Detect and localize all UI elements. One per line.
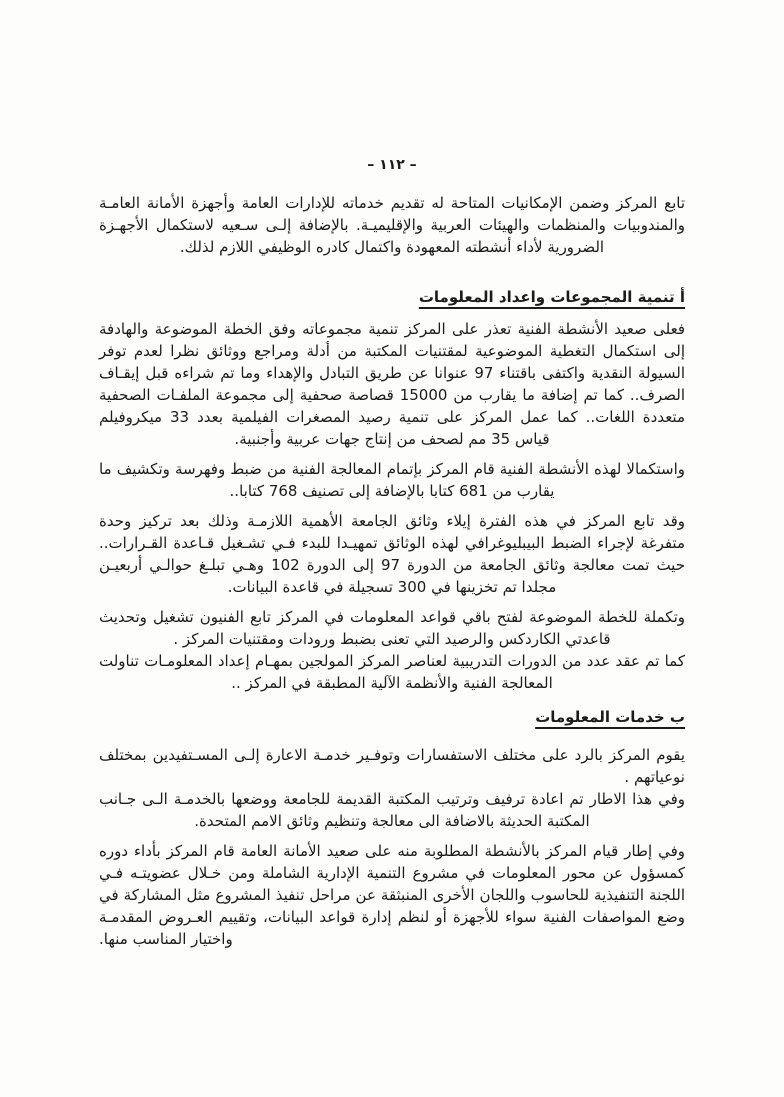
section-a-paragraph-4: وتكملة للخطة الموضوعة لفتح باقي قواعد المعلومات في المركز تابع الفنيون تشغيل وتحديث قاعدتي الكاردكس والرصيد التي تعنى بضبط ورودات ومقتنيات المركز . bbox=[99, 608, 685, 648]
section-b-paragraph-1: يقوم المركز بالرد على مختلف الاستفسارات وتوفـير خدمـة الاعارة إلـى المسـتفيدين بمختلف نوعياتهم . bbox=[99, 746, 685, 786]
intro-paragraph: تابع المركز وضمن الإمكانيات المتاحة له تقديم خدماته للإدارات العامة وأجهزة الأمانة العامـة والمندوبيات والمنظمات والهيئات العربية والإقليميـة. بالإضافة إلـى سـعيه لاستكمال الأجهـزة الضرورية لأداء أنشطته المعهودة واكتمال كادره الوظيفي اللازم لذلك. bbox=[99, 194, 685, 256]
page-number: – ١١٢ – bbox=[367, 157, 417, 173]
section-a-paragraph-2: واستكمالا لهذه الأنشطة الفنية قام المركز بإتمام المعالجة الفنية من ضبط وفهرسة وتكشيف ما يقارب من 681 كتابا بالإضافة إلى تصنيف 768 كتابا.. bbox=[99, 460, 685, 500]
section-a-paragraph-1: فعلى صعيد الأنشطة الفنية تعذر على المركز تنمية مجموعاته وفق الخطة الموضوعة والهادفة إلى استكمال التغطية الموضوعية لمقتنيات المكتبة من أدلة ومراجع ووثائق نظرا لعدم توفر السيولة النقدية واكتفى باقتناء 97 عنوانا عن طريق التبادل والإهداء وما تم شراءه قبل إيقـاف الصرف.. كما تم إضافة ما يقارب من 15000 قصاصة صحفية إلى مجموعة الملفـات الصحفية متعددة اللغات.. كما عمل المركز على تنمية رصيد المصغرات الفيلمية بعدد 33 ميكروفيلم قياس 35 مم لصحف من إنتاج جهات عربية وأجنبية. bbox=[99, 320, 686, 448]
section-a-heading: أ تنمية المجموعات واعداد المعلومات bbox=[418, 288, 685, 306]
section-b-paragraph-3: وفي إطار قيام المركز بالأنشطة المطلوبة منه على صعيد الأمانة العامة قام المركز بأداء دوره كمسؤول عن محور المعلومات في مشروع التنمية الإدارية الشاملة ومن خـلال عضويتـه فـي اللجنة التنفيذية للحاسوب واللجان الأخرى المنبثقة عن مراحل تنفيذ المشروع مثل المشاركة في وضع المواصفات الفنية سواء للأجهزة أو لنظم إدارة قواعد البيانات، وتقييم العـروض المقدمـة واختيار المناسب منها. bbox=[99, 842, 685, 948]
section-a-paragraph-5: كما تم عقد عدد من الدورات التدريبية لعناصر المركز المولجين بمهـام إعداد المعلومـات تناولت المعالجة الفنية والأنظمة الآلية المطبقة في المركز .. bbox=[99, 652, 685, 692]
page-content bbox=[99, 192, 685, 950]
section-b bbox=[99, 706, 685, 950]
section-a-paragraph-3: وقد تابع المركز في هذه الفترة إيلاء وثائق الجامعة الأهمية اللازمـة وذلك بعد تركيز وحدة متفرغة لإجراء الضبط البيبليوغرافي لهذه الوثائق تمهيـدا للبدء فـي تشـغيل قـاعدة القـرارات.. حيث تمت معالجة وثائق الجامعة من الدورة 97 إلى الدورة 102 وهـي تبلـغ حوالـي أربعيـن مجلدا تم تخزينها في 300 تسجيلة في قاعدة البيانات. bbox=[99, 512, 685, 596]
section-b-heading: ب خدمات المعلومات bbox=[535, 708, 685, 726]
section-b-paragraph-2: وفي هذا الاطار تم اعادة ترفيف وترتيب المكتبة القديمة للجامعة ووضعها بالخدمـة الـى جـانب المكتبة الحديثة بالاضافة الى معالجة وتنظيم وثائق الامم المتحدة. bbox=[99, 790, 685, 830]
section-a bbox=[99, 286, 685, 694]
